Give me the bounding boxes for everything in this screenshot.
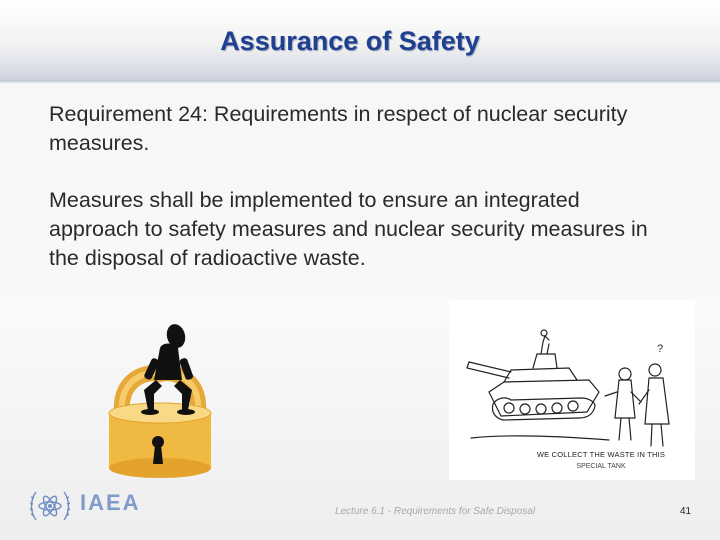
question-mark: ?: [657, 343, 664, 355]
tank-cartoon: [449, 300, 695, 480]
requirement-text: Requirement 24: Requirements in respect of nuclear security measures.: [49, 102, 628, 155]
slide-title: Assurance of Safety: [220, 26, 480, 56]
iaea-wordmark: IAEA: [80, 490, 141, 515]
iaea-emblem-icon: [28, 486, 72, 526]
statement-text: Measures shall be implemented to ensure an integrated approach to safety measures and nuclear security measures in the disposal of radioactive waste.: [49, 188, 648, 270]
header-divider: [0, 80, 720, 83]
lecture-footer: Lecture 6.1 - Requirements for Safe Disposal: [334, 506, 536, 517]
cartoon-caption-line1: WE COLLECT THE WASTE IN THIS: [536, 450, 666, 459]
padlock-with-figure-icon: [100, 318, 220, 478]
page-number: 41: [680, 506, 692, 517]
cartoon-caption-line2: SPECIAL TANK: [576, 463, 626, 470]
